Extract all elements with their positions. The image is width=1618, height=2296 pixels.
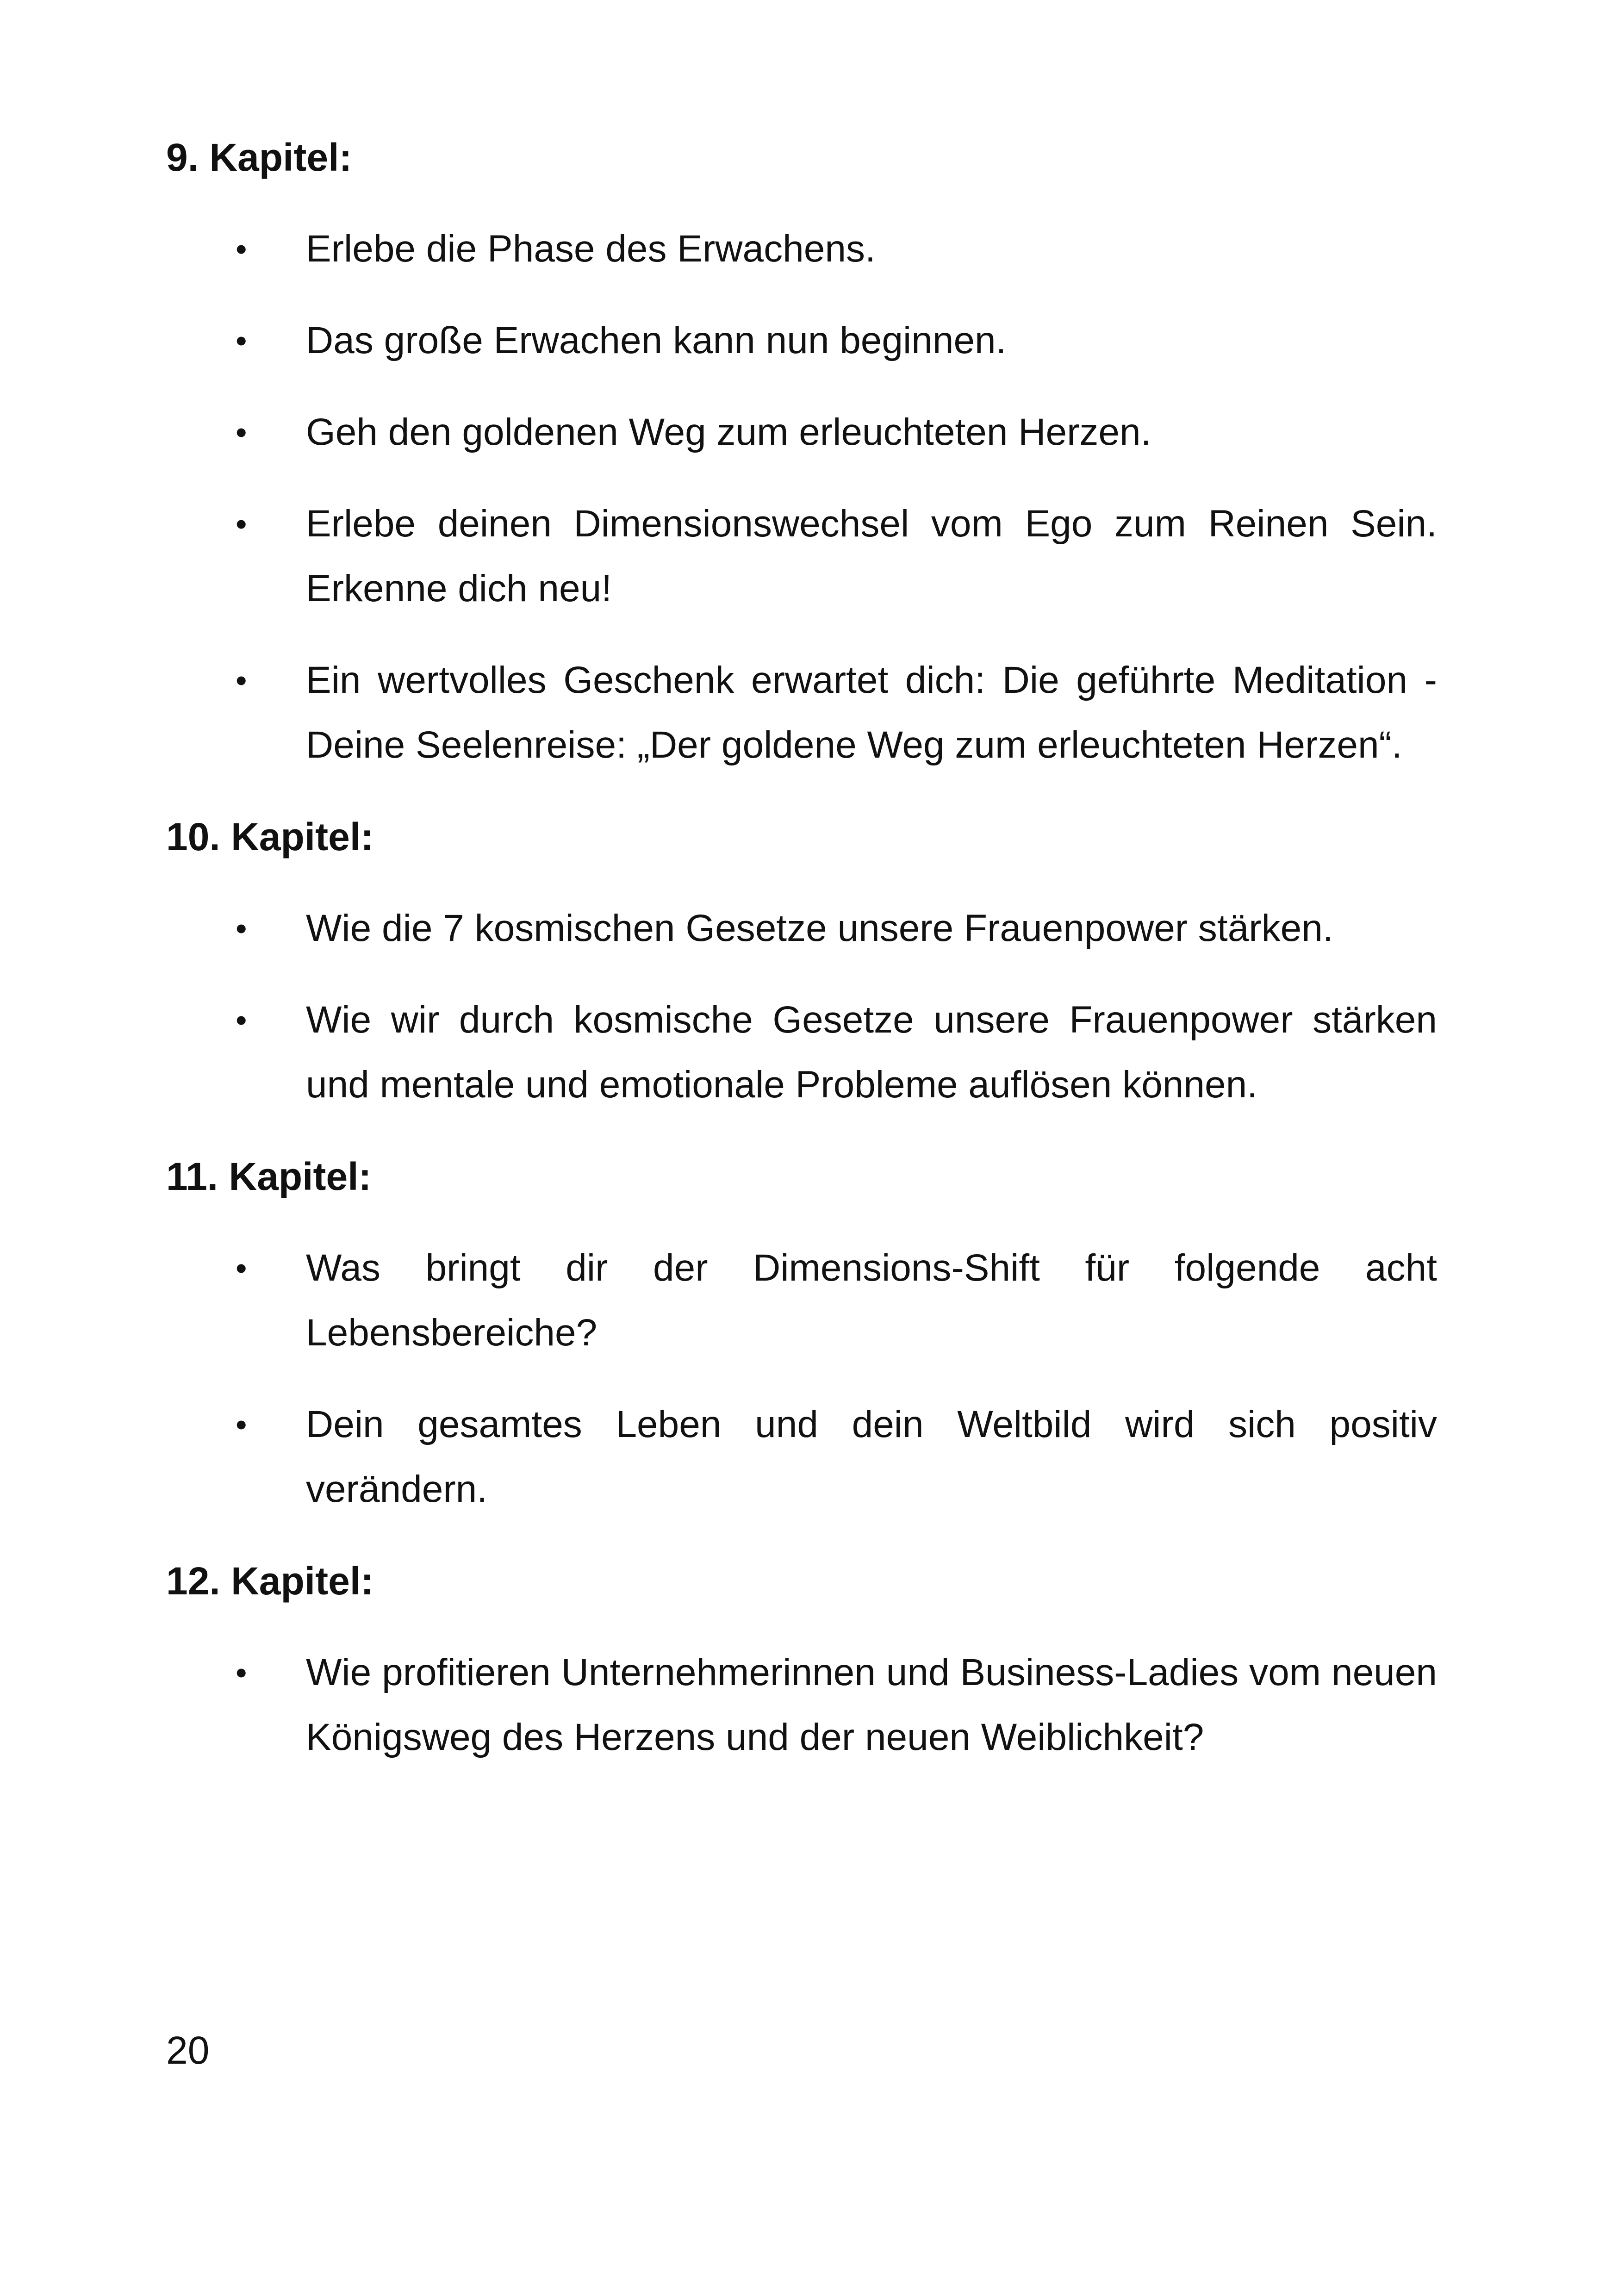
list-item-text: Geh den goldenen Weg zum erleuchteten Herzen.	[306, 411, 1151, 453]
chapter-section	[166, 804, 1437, 1117]
bullet-icon: •	[236, 414, 247, 450]
list-item-text: Das große Erwachen kann nun beginnen.	[306, 319, 1007, 361]
bullet-icon: •	[236, 231, 247, 267]
list-item-text: Erlebe deinen Dimensionswechsel vom Ego zum Reinen Sein. Erkenne dich neu!	[306, 503, 1437, 610]
list-item-text: Was bringt dir der Dimensions-Shift für folgende acht Lebensbereiche?	[306, 1247, 1437, 1354]
chapter-heading: 12. Kapitel:	[166, 1559, 374, 1603]
list-item-text: Ein wertvolles Geschenk erwartet dich: Die geführte Meditation - Deine Seelenreise: „Der goldene Weg zum erleuchteten Herzen“.	[306, 659, 1437, 766]
bullet-icon: •	[236, 1655, 247, 1691]
list-item	[166, 1392, 1437, 1522]
list-item	[166, 217, 1437, 281]
chapter-heading: 11. Kapitel:	[166, 1155, 372, 1198]
list-item	[166, 896, 1437, 961]
chapter-heading: 9. Kapitel:	[166, 136, 352, 179]
bullet-icon: •	[236, 1250, 247, 1286]
bullet-icon: •	[236, 910, 247, 946]
bullet-icon: •	[236, 323, 247, 359]
list-item	[166, 988, 1437, 1117]
list-item-text: Wie wir durch kosmische Gesetze unsere Frauenpower stärken und mentale und emotionale Probleme auflösen können.	[306, 999, 1437, 1106]
bullet-icon: •	[236, 1002, 247, 1038]
list-item	[166, 1640, 1437, 1770]
page-number: 20	[166, 2028, 210, 2072]
list-item	[166, 1236, 1437, 1365]
chapter-section	[166, 1144, 1437, 1522]
list-item-text: Dein gesamtes Leben und dein Weltbild wird sich positiv verändern.	[306, 1403, 1437, 1510]
list-item	[166, 492, 1437, 621]
chapter-section	[166, 1549, 1437, 1770]
bullet-list	[166, 896, 1437, 1117]
chapter-heading: 10. Kapitel:	[166, 815, 374, 859]
list-item-text: Erlebe die Phase des Erwachens.	[306, 228, 876, 270]
bullet-icon: •	[236, 662, 247, 698]
chapter-list	[166, 125, 1437, 1797]
list-item-text: Wie die 7 kosmischen Gesetze unsere Frauenpower stärken.	[306, 907, 1333, 949]
list-item	[166, 308, 1437, 373]
list-item-text: Wie profitieren Unternehmerinnen und Business-Ladies vom neuen Königsweg des Herzens und der neuen Weiblichkeit?	[306, 1651, 1437, 1758]
chapter-section	[166, 125, 1437, 778]
list-item	[166, 400, 1437, 465]
bullet-icon: •	[236, 506, 247, 542]
bullet-list	[166, 1236, 1437, 1522]
bullet-list	[166, 1640, 1437, 1770]
bullet-list	[166, 217, 1437, 778]
list-item	[166, 648, 1437, 778]
bullet-icon: •	[236, 1406, 247, 1443]
